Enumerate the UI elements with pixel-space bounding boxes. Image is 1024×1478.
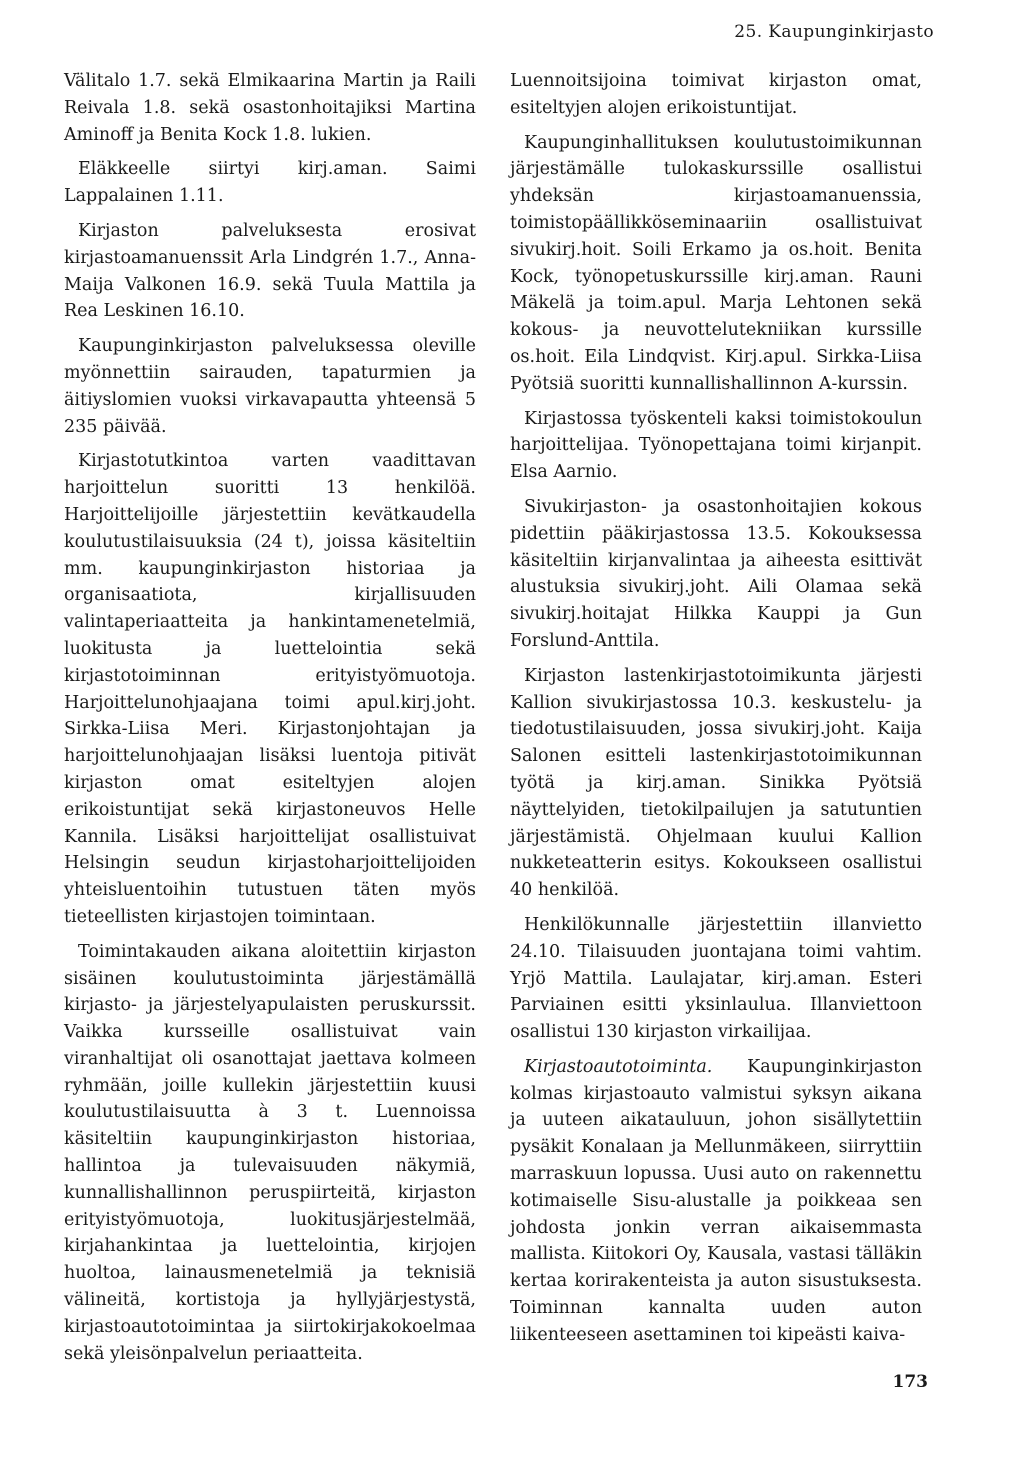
section-run-head: Kirjastoautotoiminta. — [524, 1056, 713, 1077]
paragraph-left-3: Kirjaston palveluksesta erosivat kirjastoamanuenssit Arla Lindgrén 1.7., Anna-Maija Valkonen 16.9. sekä Tuula Mattila ja Rea Leskinen 16.10. — [64, 220, 476, 322]
section-body-text: Kaupunginkirjaston kolmas kirjastoauto valmistui syksyn aikana ja uuteen aikatauluun, johon sisällytettiin pysäkit Konalaan ja Mellunmäkeen, siirryttiin marraskuun lopussa. Uusi auto on rakennettu kotimaiselle Sisu-alustalle ja poikkeaa sen johdosta jonkin verran aikaisemmasta mallista. Kiitokori Oy, Kausala, vastasi tälläkin kertaa korirakenteista ja auton sisustuksesta. Toiminnan kannalta uuden auton liikenteeseen asettaminen toi kipeästi kaiva- — [510, 1056, 922, 1345]
right-column — [510, 68, 922, 1357]
paragraph-right-1: Luennoitsijoina toimivat kirjaston omat, esiteltyjen alojen erikoistuntijat. — [510, 71, 922, 118]
paragraph-right-7 — [510, 1054, 922, 1349]
paragraph-left-5: Kirjastotutkintoa varten vaadittavan harjoittelun suoritti 13 henkilöä. Harjoittelijoille järjestettiin kevätkaudella koulutustilaisuuksia (24 t), joissa käsiteltiin mm. kaupunginkirjaston historiaa ja organisaatiota, kirjallisuuden valintaperiaatteita ja hankintamenetelmiä, luokitusta ja luettelointia sekä kirjastotoiminnan erityistyömuotoja. Harjoittelunohjaajana toimi apul.kirj.joht. Sirkka-Liisa Meri. Kirjastonjohtajan ja harjoittelunohjaajan lisäksi luentoja pitivät kirjaston omat esiteltyjen alojen erikoistuntijat sekä kirjastoneuvos Helle Kannila. Lisäksi harjoittelijat osallistuivat Helsingin seudun kirjastoharjoittelijoiden yhteisluentoihin tutustuen täten myös tieteellisten kirjastojen toimintaan. — [64, 451, 476, 927]
page-number: 173 — [892, 1372, 928, 1392]
running-title: 25. Kaupunginkirjasto — [734, 22, 934, 42]
paragraph-left-6: Toimintakauden aikana aloitettiin kirjaston sisäinen koulutustoiminta järjestämällä kirjasto- ja järjestelyapulaisten peruskurssit. Vaikka kursseille osallistuivat vain viranhaltijat oli osanottajat jaettava kolmeen ryhmään, joille kullekin järjestettiin kuusi koulutustilaisuutta à 3 t. Luennoissa käsiteltiin kaupunginkirjaston historiaa, hallintoa ja tulevaisuuden näkymiä, kunnallishallinnon peruspiirteitä, kirjaston erityistyömuotoja, luokitusjärjestelmää, kirjahankintaa ja luettelointia, kirjojen huoltoa, lainausmenetelmiä ja teknisiä välineitä, kortistoja ja hyllyjärjestystä, kirjastoautotoimintaa ja siirtokirjakokoelmaa sekä yleisönpalvelun periaatteita. — [64, 941, 476, 1364]
paragraph-right-4: Sivukirjaston- ja osastonhoitajien kokous pidettiin pääkirjastossa 13.5. Kokouksessa käsiteltiin kirjanvalintaa ja aiheesta esittivät alustuksia sivukirj.joht. Aili Olamaa sekä sivukirj.hoitajat Hilkka Kauppi ja Gun Forslund-Anttila. — [510, 496, 922, 651]
paragraph-right-5: Kirjaston lastenkirjastotoimikunta järjesti Kallion sivukirjastossa 10.3. keskustelu- ja tiedotustilaisuuden, jossa sivukirj.joht. Kaija Salonen esitteli lastenkirjastotoimikunnan työtä ja kirj.aman. Sinikka Pyötsiä näyttelyiden, tietokilpailujen ja satutuntien järjestämistä. Ohjelmaan kuului Kallion nukketeatterin esitys. Kokoukseen osallistui 40 henkilöä. — [510, 665, 922, 901]
left-column — [64, 68, 476, 1375]
paragraph-right-6: Henkilökunnalle järjestettiin illanvietto 24.10. Tilaisuuden juontajana toimi vahtim. Yrjö Mattila. Laulajatar, kirj.aman. Esteri Parviainen esitti yksinlaulua. Illanviettoon osallistui 130 kirjaston virkailijaa. — [510, 914, 922, 1043]
paragraph-left-1: Välitalo 1.7. sekä Elmikaarina Martin ja Raili Reivala 1.8. sekä osastonhoitajiksi Martina Aminoff ja Benita Kock 1.8. lukien. — [64, 71, 476, 145]
paragraph-left-4: Kaupunginkirjaston palveluksessa oleville myönnettiin sairauden, tapaturmien ja äitiyslomien vuoksi virkavapautta yhteensä 5 235 päivää. — [64, 336, 476, 437]
paragraph-left-2: Eläkkeelle siirtyi kirj.aman. Saimi Lappalainen 1.11. — [64, 159, 476, 207]
paragraph-right-3: Kirjastossa työskenteli kaksi toimistokoulun harjoittelijaa. Työnopettajana toimi kirjanpit. Elsa Aarnio. — [510, 408, 922, 483]
paragraph-right-2: Kaupunginhallituksen koulutustoimikunnan järjestämälle tulokaskurssille osallistui yhdeksän kirjastoamanuenssia, toimistopäällikköseminaariin osallistuivat sivukirj.hoit. Soili Erkamo ja os.hoit. Benita Kock, työnopetuskurssille kirj.aman. Rauni Mäkelä ja toim.apul. Marja Lehtonen sekä kokous- ja neuvottelutekniikan kurssille os.hoit. Eila Lindqvist. Kirj.apul. Sirkka-Liisa Pyötsiä suoritti kunnallishallinnon A-kurssin. — [510, 132, 922, 394]
